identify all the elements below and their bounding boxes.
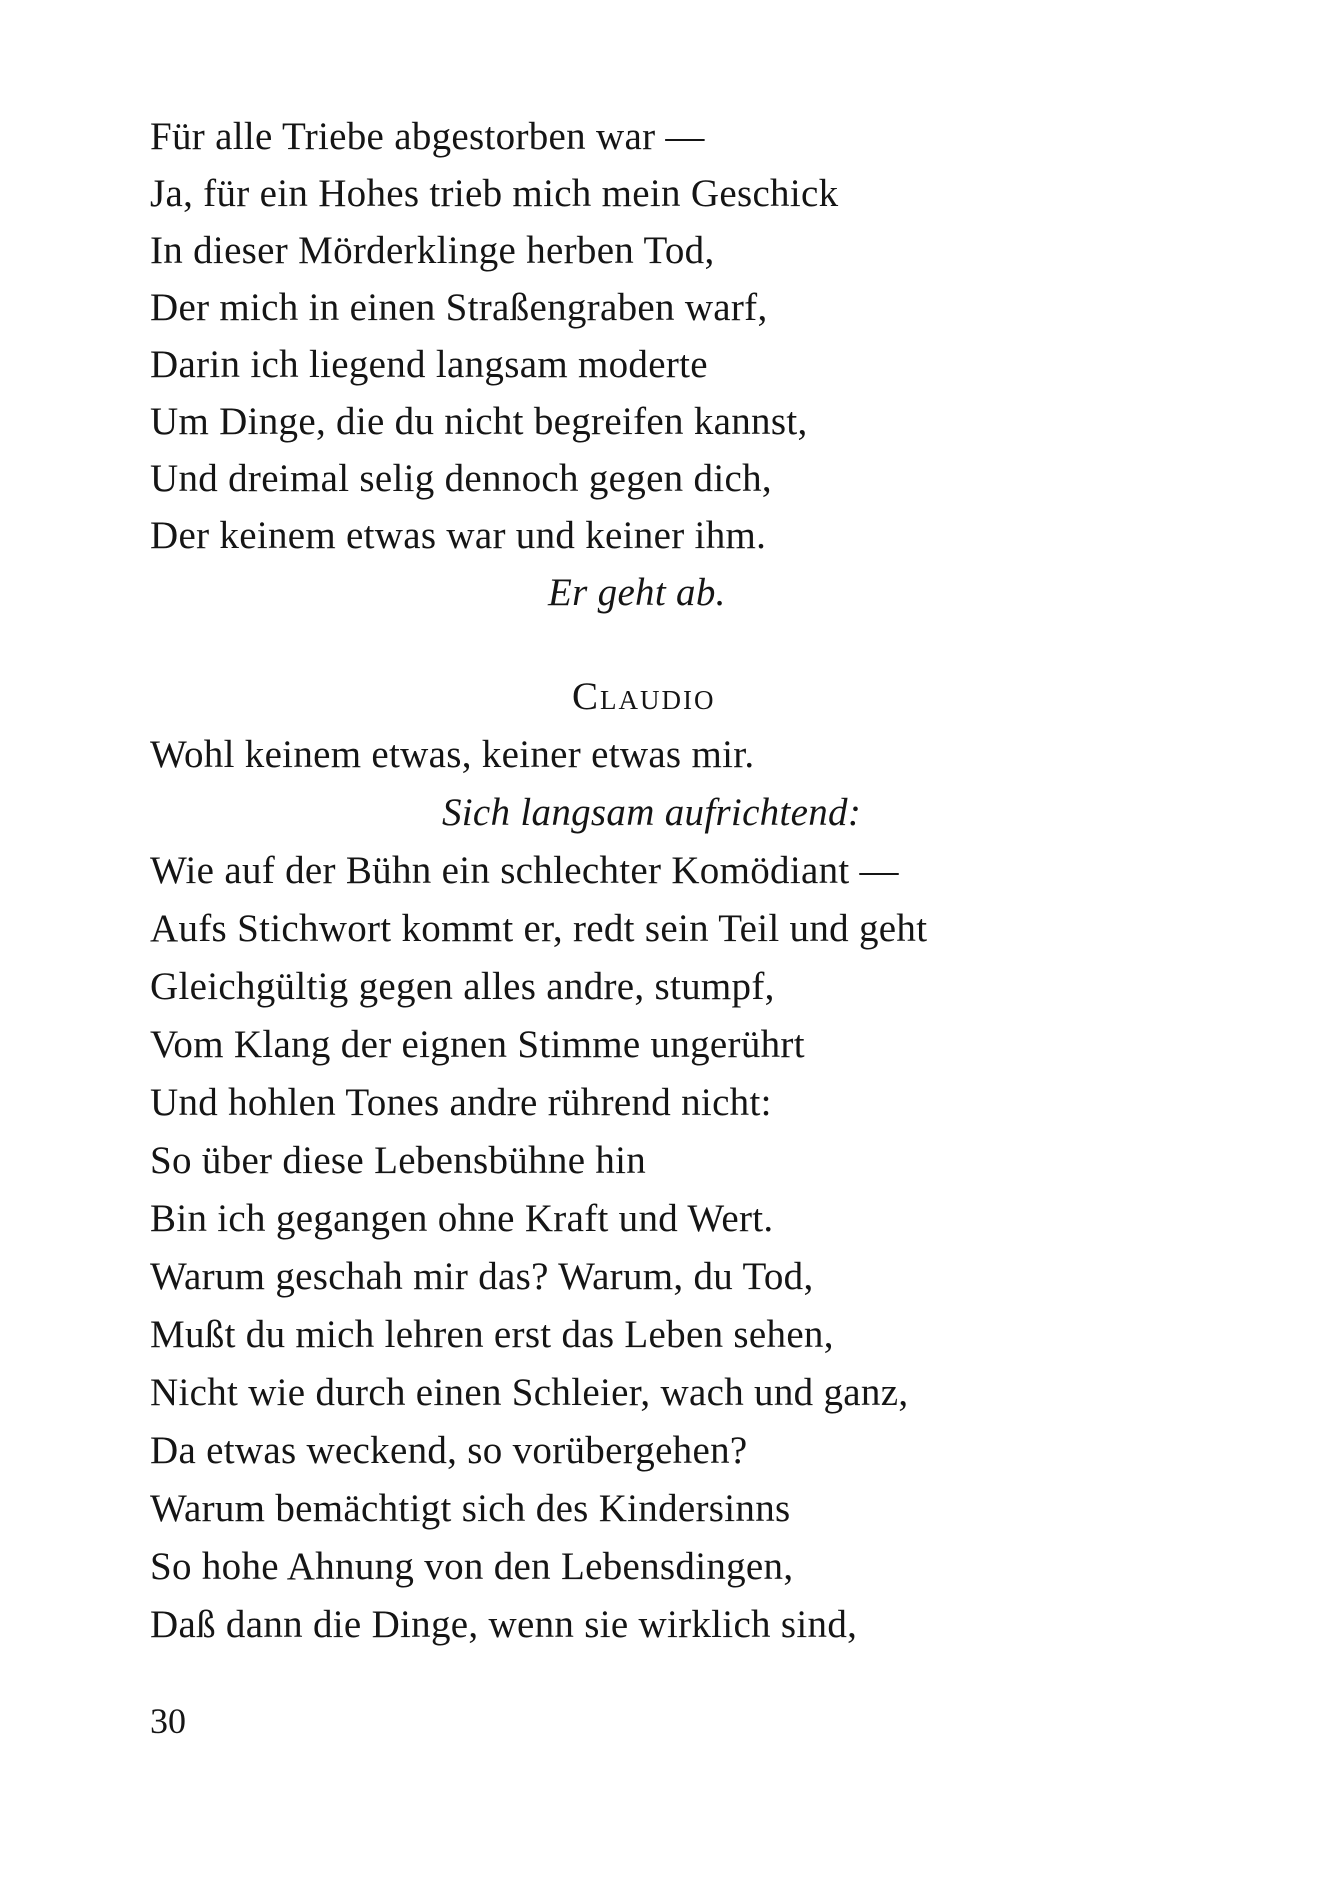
verse-line: Der mich in einen Straßengraben warf, xyxy=(150,286,768,329)
verse-line: Nicht wie durch einen Schleier, wach und ganz, xyxy=(150,1371,909,1414)
verse-line: Für alle Triebe abgestorben war — xyxy=(150,115,705,158)
verse-line: So hohe Ahnung von den Lebensdingen, xyxy=(150,1545,794,1588)
verse-block-1 xyxy=(150,108,838,621)
verse-line: Daß dann die Dinge, wenn sie wirklich sind, xyxy=(150,1603,858,1646)
verse-line: Da etwas weckend, so vorübergehen? xyxy=(150,1429,748,1472)
verse-line: Um Dinge, die du nicht begreifen kannst, xyxy=(150,400,808,443)
verse-line: Und hohlen Tones andre rührend nicht: xyxy=(150,1081,772,1124)
verse-line: Der keinem etwas war und keiner ihm. xyxy=(150,514,767,557)
speaker-name: Claudio xyxy=(572,675,716,718)
verse-line: Mußt du mich lehren erst das Leben sehen, xyxy=(150,1313,834,1356)
verse-line: Aufs Stichwort kommt er, redt sein Teil und geht xyxy=(150,907,928,950)
page-number: 30 xyxy=(150,1701,186,1741)
verse-line: Bin ich gegangen ohne Kraft und Wert. xyxy=(150,1197,774,1240)
verse-line: Ja, für ein Hohes trieb mich mein Geschick xyxy=(150,172,839,215)
stage-direction: Sich langsam aufrichtend: xyxy=(442,791,862,834)
verse-line: So über diese Lebensbühne hin xyxy=(150,1139,647,1182)
verse-line: Warum bemächtigt sich des Kindersinns xyxy=(150,1487,791,1530)
verse-line: Darin ich liegend langsam moderte xyxy=(150,343,708,386)
verse-line: Und dreimal selig dennoch gegen dich, xyxy=(150,457,772,500)
verse-line: Wie auf der Bühn ein schlechter Komödiant — xyxy=(150,849,899,892)
verse-block-2 xyxy=(150,668,927,1654)
verse-line: Warum geschah mir das? Warum, du Tod, xyxy=(150,1255,814,1298)
stage-direction-exit: Er geht ab. xyxy=(548,571,726,614)
verse-line: In dieser Mörderklinge herben Tod, xyxy=(150,229,715,272)
verse-line: Wohl keinem etwas, keiner etwas mir. xyxy=(150,733,755,776)
verse-line: Vom Klang der eignen Stimme ungerührt xyxy=(150,1023,805,1066)
verse-line: Gleichgültig gegen alles andre, stumpf, xyxy=(150,965,775,1008)
